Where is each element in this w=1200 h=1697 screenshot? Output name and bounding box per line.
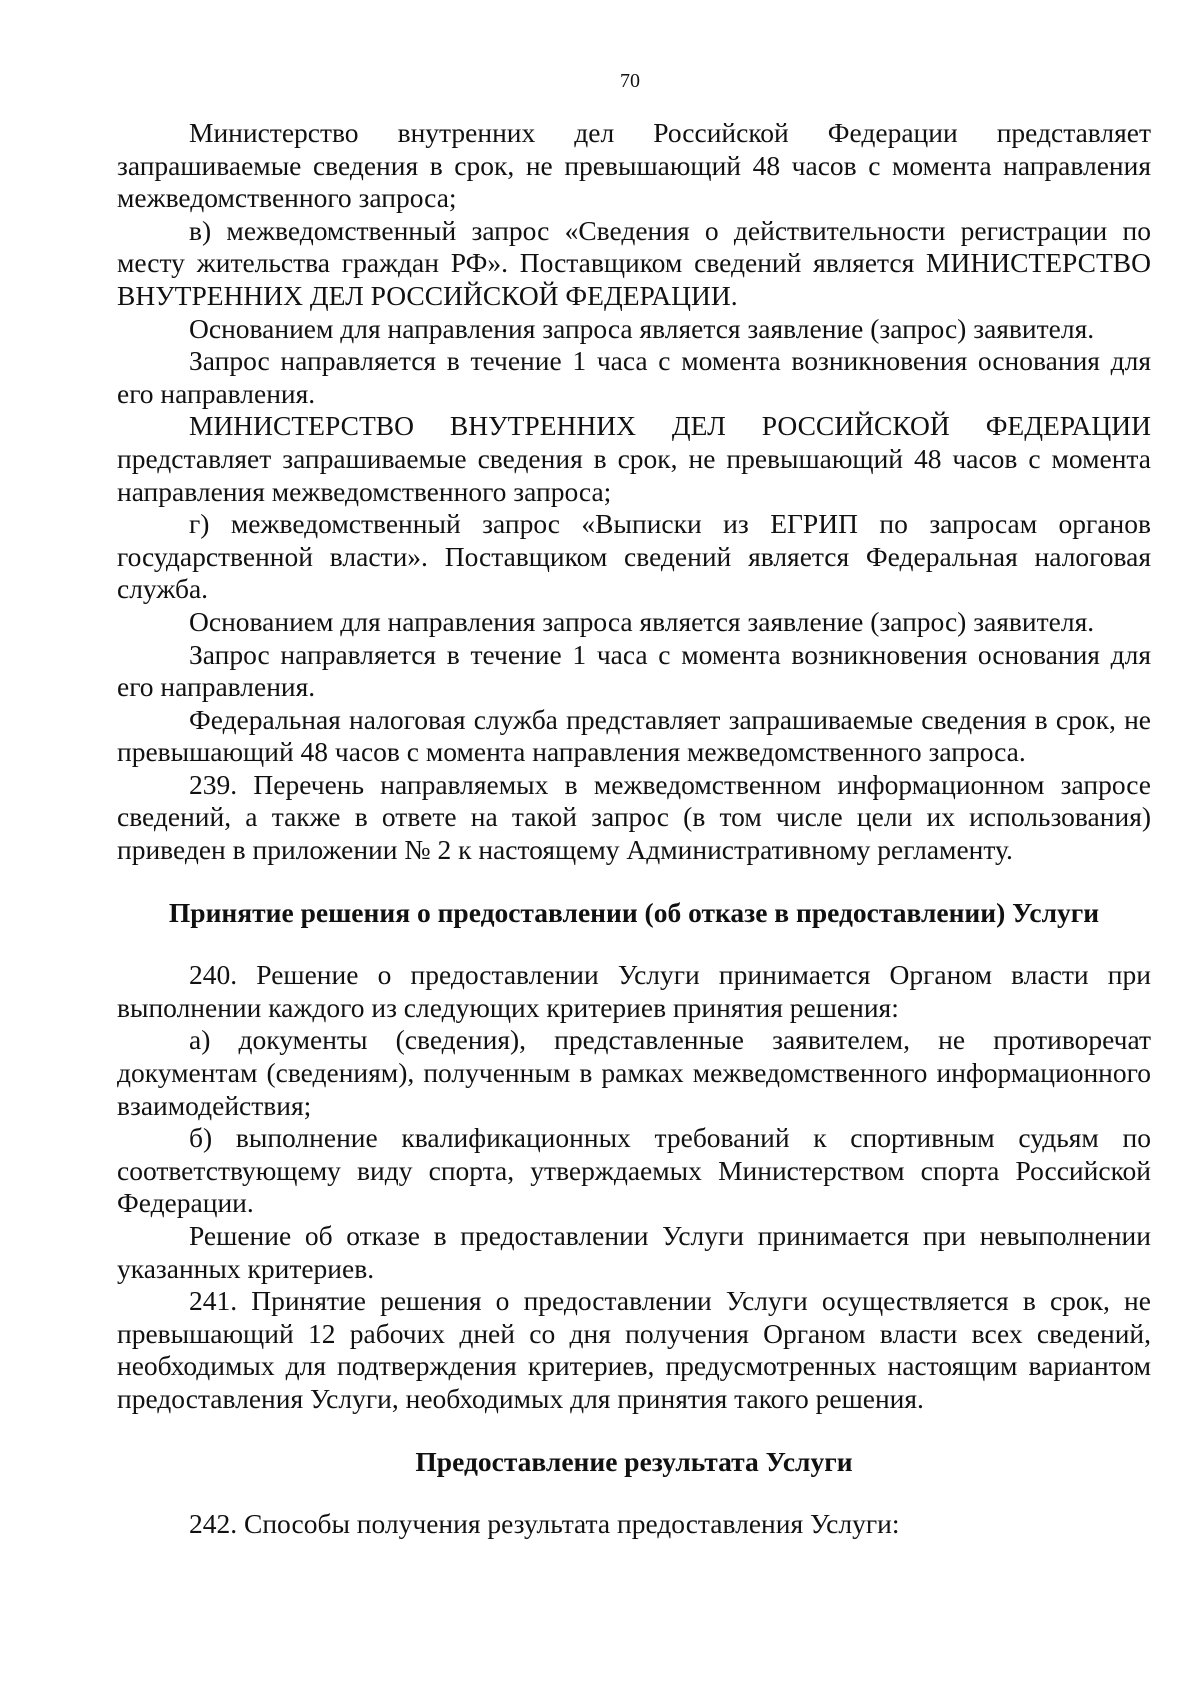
paragraph: 241. Принятие решения о предоставлении Услуги осуществляется в срок, не превышающий 12 рабочих дней со дня получения Органом власти всех сведений, необходимых для подтверждения критериев, предусмотренных настоящим вариантом предоставления Услуги, необходимых для принятия такого решения. [117, 1285, 1151, 1414]
paragraph: Запрос направляется в течение 1 часа с момента возникновения основания для его направления. [117, 638, 1151, 703]
document-body [117, 117, 1151, 1541]
paragraph: Федеральная налоговая служба представляет запрашиваемые сведения в срок, не превышающий 48 часов с момента направления межведомственного запроса. [117, 703, 1151, 768]
paragraph: МИНИСТЕРСТВО ВНУТРЕННИХ ДЕЛ РОССИЙСКОЙ ФЕДЕРАЦИИ представляет запрашиваемые сведения в срок, не превышающий 48 часов с момента направления межведомственного запроса; [117, 410, 1151, 507]
paragraph: в) межведомственный запрос «Сведения о действительности регистрации по месту жительства граждан РФ». Поставщиком сведений является МИНИСТЕРСТВО ВНУТРЕННИХ ДЕЛ РОССИЙСКОЙ ФЕДЕРАЦИИ. [117, 214, 1151, 311]
paragraph: б) выполнение квалификационных требований к спортивным судьям по соответствующему виду спорта, утверждаемых Министерством спорта Российской Федерации. [117, 1122, 1151, 1219]
paragraph: Министерство внутренних дел Российской Федерации представляет запрашиваемые сведения в срок, не превышающий 48 часов с момента направления межведомственного запроса; [117, 117, 1151, 214]
section-heading-decision: Принятие решения о предоставлении (об отказе в предоставлении) Услуги [168, 896, 1100, 928]
paragraph: Основанием для направления запроса является заявление (запрос) заявителя. [189, 312, 1095, 344]
page-number: 70 [620, 70, 640, 92]
paragraph: Основанием для направления запроса является заявление (запрос) заявителя. [189, 605, 1095, 637]
paragraph: а) документы (сведения), представленные заявителем, не противоречат документам (сведениям), полученным в рамках межведомственного информационного взаимодействия; [117, 1024, 1151, 1121]
paragraph: Запрос направляется в течение 1 часа с момента возникновения основания для его направления. [117, 345, 1151, 409]
paragraph: Решение об отказе в предоставлении Услуги принимается при невыполнении указанных критериев. [117, 1220, 1151, 1284]
paragraph: 239. Перечень направляемых в межведомственном информационном запросе сведений, а также в ответе на такой запрос (в том числе цели их использования) приведен в приложении № 2 к настоящему Административному регламенту. [117, 768, 1151, 866]
paragraph: 240. Решение о предоставлении Услуги принимается Органом власти при выполнении каждого из следующих критериев принятия решения: [117, 959, 1151, 1023]
section-heading-result: Предоставление результата Услуги [415, 1445, 853, 1477]
paragraph: г) межведомственный запрос «Выписки из ЕГРИП по запросам органов государственной власти». Поставщиком сведений является Федеральная налоговая служба. [117, 508, 1151, 605]
paragraph: 242. Способы получения результата предоставления Услуги: [189, 1508, 900, 1540]
